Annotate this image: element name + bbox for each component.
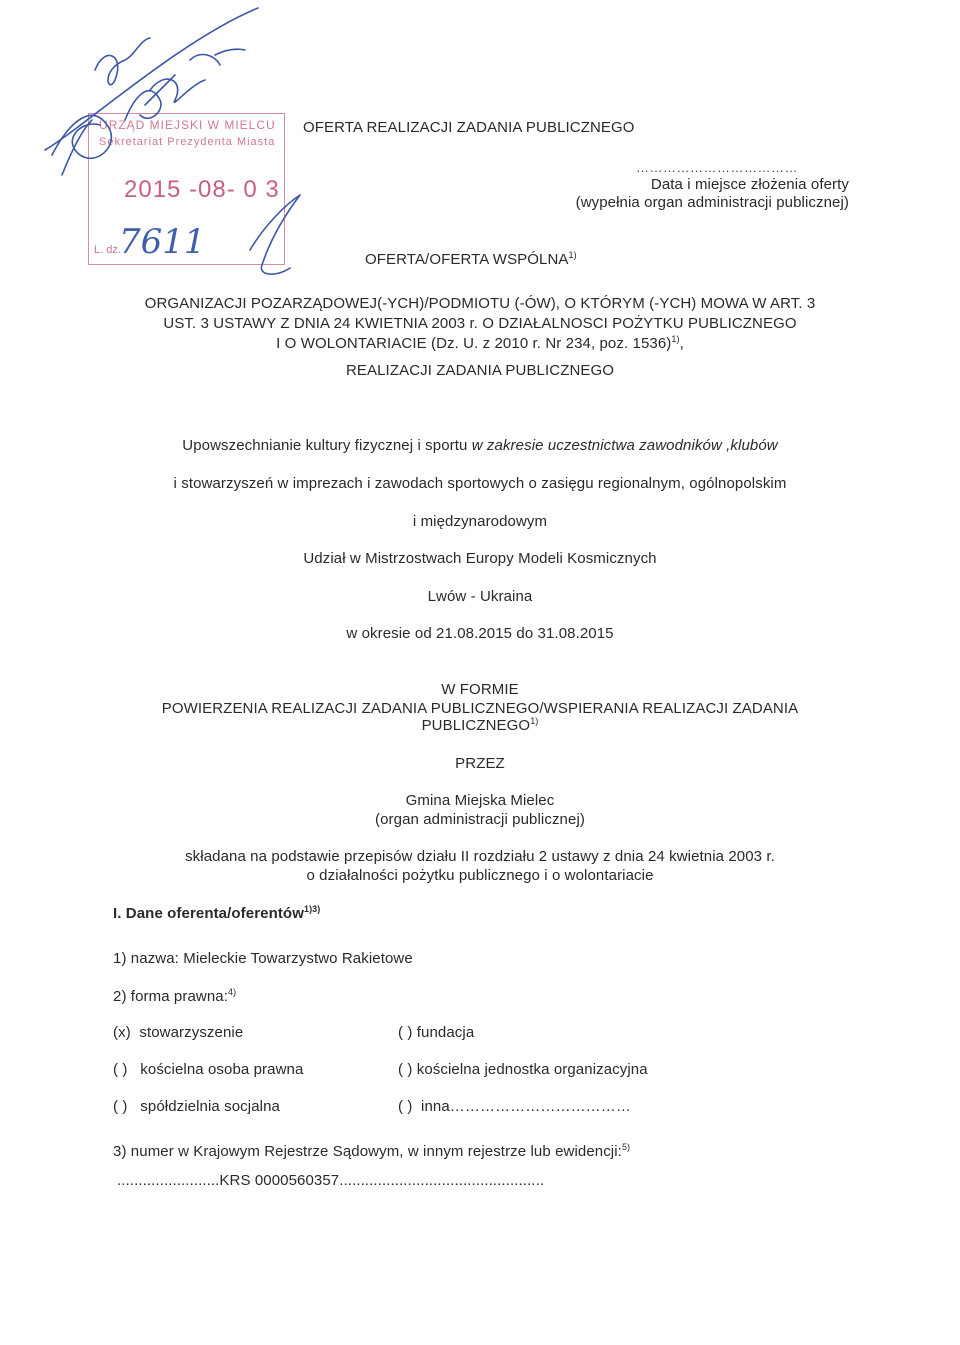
legal-form-row [113,988,236,1005]
option-label: stowarzyszenie [139,1024,244,1041]
offer-title: OFERTA REALIZACJI ZADANIA PUBLICZNEGO [303,119,635,136]
task-line6: w okresie od 21.08.2015 do 31.08.2015 [346,625,614,642]
option-label: kościelna jednostka organizacyjna [416,1061,648,1078]
option-label: inna [421,1098,450,1115]
other-dots: ……………………………… [449,1098,631,1115]
footnote-ref: 5) [621,1142,631,1152]
task-line5: Lwów - Ukraina [427,588,533,605]
form-organ: Gmina Miejska Mielec [405,792,555,809]
task-line1-normal: Upowszechnianie kultury fizycznej i sportu [182,437,472,454]
registry-stamp [88,113,285,265]
org-heading-line2: UST. 3 USTAWY Z DNIA 24 KWIETNIA 2003 r. O DZIAŁALNOSCI POŻYTKU PUBLICZNEGO [163,315,797,332]
option-checkbox-mark: ( ) [113,1061,128,1078]
task-line2: i stowarzyszeń w imprezach i zawodach sportowych o zasięgu regionalnym, ogólnopolskim [173,475,787,492]
stamp-date: 2015 -08- 0 3 [124,176,280,203]
krs-dots-after: ................................................ [339,1172,545,1189]
option-label: spółdzielnia socjalna [140,1098,280,1115]
org-heading-line4: REALIZACJI ZADANIA PUBLICZNEGO [345,362,615,379]
option-koscielna-osoba [113,1061,303,1078]
stamp-ldz-label: L. dz. [94,244,121,256]
task-line3: i międzynarodowym [412,513,548,530]
org-heading-line1: ORGANIZACJI POZARZĄDOWEJ(-YCH)/PODMIOTU (-ÓW), O KTÓRYM (-YCH) MOWA W ART. 3 [144,295,816,312]
footnote-ref: 1)3) [303,904,321,914]
option-checkbox-mark: ( ) [398,1061,413,1078]
org-heading-line3-text: I O WOLONTARIACIE (Dz. U. z 2010 r. Nr 234, poz. 1536) [276,335,672,352]
form-basis2: o działalności pożytku publicznego i o wolontariacie [306,867,654,884]
option-checkbox-mark: ( ) [398,1024,413,1041]
name-value: Mieleckie Towarzystwo Rakietowe [183,950,413,967]
org-heading-line3-end: , [679,335,684,352]
option-stowarzyszenie [113,1024,243,1041]
krs-label-row [113,1143,630,1160]
task-line1 [0,437,960,454]
option-label: fundacja [416,1024,475,1041]
option-checkbox-mark: (x) [113,1024,131,1041]
option-checkbox-mark: ( ) [398,1098,413,1115]
footnote-ref: 4) [227,987,237,997]
krs-row [117,1172,544,1189]
offer-type-text: OFERTA/OFERTA WSPÓLNA [365,251,569,268]
option-koscielna-jednostka [398,1061,648,1078]
task-line4: Udział w Mistrzostwach Europy Modeli Kosmicznych [303,550,657,567]
offer-type [365,251,577,268]
stamp-office-line: URZĄD MIEJSKI W MIELCU [99,118,276,132]
form-line3 [0,717,960,734]
name-row [113,950,413,967]
option-spoldzielnia [113,1098,280,1115]
section1-heading [113,905,320,922]
date-label: Data i miejsce złożenia oferty [650,176,849,193]
form-line3-text: PUBLICZNEGO [421,717,531,734]
footnote-ref: 1) [671,334,680,344]
form-basis1: składana na podstawie przepisów działu II rozdziału 2 ustawy z dnia 24 kwietnia 2003 r. [185,848,775,865]
form-organ-note: (organ administracji publicznej) [375,811,585,828]
krs-value: KRS 0000560357 [219,1172,340,1189]
form-by: PRZEZ [455,755,505,772]
legal-form-label: 2) forma prawna: [113,988,228,1005]
option-inna [398,1098,631,1115]
date-note: (wypełnia organ administracji publicznej) [575,194,849,211]
krs-label: 3) numer w Krajowym Rejestrze Sądowym, w innym rejestrze lub ewidencji: [113,1143,622,1160]
name-label: 1) nazwa: [113,950,179,967]
krs-dots-before: ........................ [117,1172,220,1189]
date-dots: ……………………………… [636,160,798,175]
footnote-ref: 1) [568,250,577,260]
org-heading-line3 [0,335,960,352]
stamp-entry-number: 7611 [119,222,206,262]
form-line2: POWIERZENIA REALIZACJI ZADANIA PUBLICZNEGO/WSPIERANIA REALIZACJI ZADANIA [161,700,799,717]
option-label: kościelna osoba prawna [140,1061,304,1078]
form-line1: W FORMIE [441,681,519,698]
option-checkbox-mark: ( ) [113,1098,128,1115]
stamp-department-line: Sekretariat Prezydenta Miasta [99,136,276,148]
footnote-ref: 1) [530,716,539,726]
section1-heading-text: I. Dane oferenta/oferentów [113,905,304,922]
task-line1-italic: w zakresie uczestnictwa zawodników ,klubów [471,437,778,454]
option-fundacja [398,1024,474,1041]
